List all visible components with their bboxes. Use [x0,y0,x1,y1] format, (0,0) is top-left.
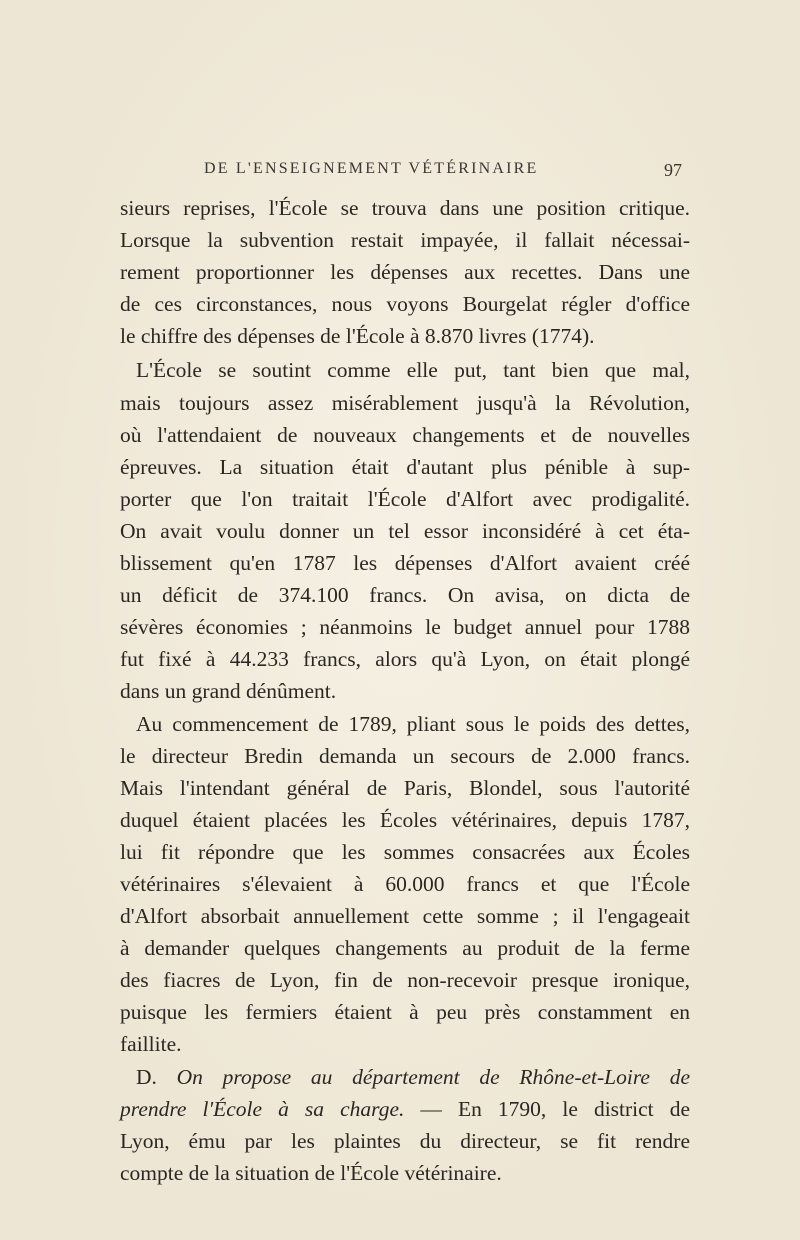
text-line: porter que l'on traitait l'École d'Alfort avec prodigalité. [120,486,690,511]
text-line: d'Alfort absorbait annuellement cette somme ; il l'engageait [120,904,690,929]
page-number: 97 [664,160,682,180]
text-line: rement proportionner les dépenses aux recettes. Dans une [120,260,690,285]
text-line: sieurs reprises, l'École se trouva dans une position critique. [120,196,690,220]
text-line: L'École se soutint comme elle put, tant bien que mal, [136,358,690,383]
text-line: Mais l'intendant général de Paris, Blondel, sous l'autorité [120,775,690,800]
text-line: mais toujours assez misérablement jusqu'à la Révolution, [120,390,690,415]
text-line: sévères économies ; néanmoins le budget annuel pour 1788 [120,615,690,640]
text-line: blissement qu'en 1787 les dépenses d'Alfort avaient créé [120,551,690,576]
text-line: fut fixé à 44.233 francs, alors qu'à Lyon, on était plongé [120,647,690,672]
text-line: faillite. [120,1032,182,1057]
text-line: compte de la situation de l'École vétérinaire. [120,1160,502,1185]
section-letter: D. [136,1064,157,1089]
text-line: le directeur Bredin demanda un secours de 2.000 francs. [120,743,690,768]
text-line: à demander quelques changements au produit de la ferme [120,936,690,961]
running-title: DE L'ENSEIGNEMENT VÉTÉRINAIRE [204,160,539,177]
text-line: Lyon, ému par les plaintes du directeur, se fit rendre [120,1128,690,1153]
text-line: où l'attendaient de nouveaux changements et de nouvelles [120,422,690,447]
text-line: vétérinaires s'élevaient à 60.000 francs et que l'École [120,871,690,896]
text-line: Au commencement de 1789, pliant sous le poids des dettes, [136,711,690,736]
section-text-continuation: — En 1790, le district de [404,1096,691,1121]
text-line: des fiacres de Lyon, fin de non-recevoir presque ironique, [120,968,690,993]
text-line: Lorsque la subvention restait impayée, il fallait nécessai- [120,228,690,253]
text-line: épreuves. La situation était d'autant plus pénible à sup- [120,454,690,479]
text-line: dans un grand dénûment. [120,679,337,704]
section-title-part-1: On propose au département de Rhône-et-Loire de [176,1064,690,1089]
text-line: le chiffre des dépenses de l'École à 8.870 livres (1774). [120,324,595,349]
body-text [120,192,690,1189]
text-line: duquel étaient placées les Écoles vétérinaires, depuis 1787, [120,807,690,832]
running-header [204,160,682,184]
text-line: On avait voulu donner un tel essor inconsidéré à cet éta- [120,518,690,543]
section-heading-line-2 [120,1093,690,1125]
text-line: un déficit de 374.100 francs. On avisa, on dicta de [120,583,690,608]
text-line: lui fit répondre que les sommes consacrées aux Écoles [120,839,690,864]
text-line: de ces circonstances, nous voyons Bourgelat régler d'office [120,292,690,317]
section-heading-line [120,1061,690,1093]
text-line: puisque les fermiers étaient à peu près constamment en [120,1000,690,1025]
section-title-part-2: prendre l'École à sa charge. [120,1096,405,1121]
